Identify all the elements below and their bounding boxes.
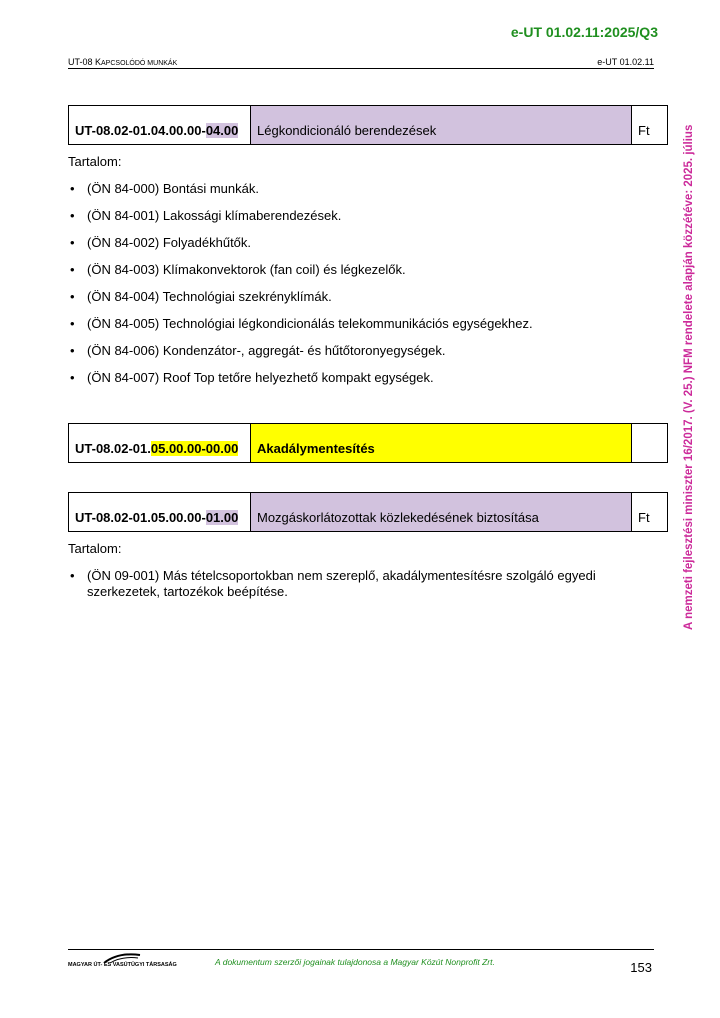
bullet-icon: •: [70, 343, 75, 358]
item-title: Mozgáskorlátozottak közlekedésének biztosítása: [251, 493, 632, 532]
content-list: [68, 181, 628, 397]
item-table: [68, 105, 668, 145]
item-title: Légkondicionáló berendezések: [251, 106, 632, 145]
logo-text: MAGYAR ÚT- ÉS VASÚTÜGYI TÁRSASÁG: [68, 962, 177, 968]
content-list: [68, 568, 628, 611]
group-table: [68, 423, 668, 463]
footer-divider: [68, 949, 654, 950]
section-header-prefix: UT-08 K: [68, 57, 102, 67]
section-header: [68, 57, 177, 67]
item-code-suffix: 01.00: [205, 510, 239, 525]
bullet-icon: •: [70, 208, 75, 223]
bullet-icon: •: [70, 289, 75, 304]
section-header-rest: APCSOLÓDÓ MUNKÁK: [101, 60, 178, 67]
group-unit: [632, 424, 668, 463]
bullet-icon: •: [70, 181, 75, 196]
item-table: [68, 492, 668, 532]
content-label: Tartalom:: [68, 541, 122, 556]
bullet-icon: •: [70, 262, 75, 277]
list-item: • (ÖN 84-001) Lakossági klímaberendezések.: [70, 208, 342, 223]
bullet-icon: •: [70, 370, 75, 385]
item-code: [69, 106, 251, 145]
document-id: e-UT 01.02.11:2025/Q3: [510, 24, 658, 40]
group-code-base: UT-08.02-01.: [75, 441, 151, 456]
copyright-notice: A dokumentum szerzői jogainak tulajdonosa a Magyar Közút Nonprofit Zrt.: [215, 957, 495, 967]
content-label: Tartalom:: [68, 154, 122, 169]
list-item: • (ÖN 09-001) Más tételcsoportokban nem szereplő, akadálymentesítésre szolgáló egyedi szerkezetek, tartozékok beépítése.: [70, 568, 596, 599]
list-item: • (ÖN 84-007) Roof Top tetőre helyezhető kompakt egységek.: [70, 370, 434, 385]
item-code-suffix: 04.00: [205, 123, 239, 138]
item-code-base: UT-08.02-01.04.00.00-: [75, 123, 206, 138]
publication-note: A nemzeti fejlesztési miniszter 16/2017. (V. 25.) NFM rendelete alapján közzétéve: 2025. július: [683, 124, 695, 630]
header-reference: e-UT 01.02.11: [597, 57, 654, 67]
society-logo: [68, 952, 177, 970]
header-divider: [68, 68, 654, 69]
item-code-base: UT-08.02-01.05.00.00-: [75, 510, 206, 525]
item-unit: Ft: [632, 493, 668, 532]
group-title: Akadálymentesítés: [251, 424, 632, 463]
group-code: [69, 424, 251, 463]
page-number: 153: [630, 960, 652, 975]
list-item: • (ÖN 84-005) Technológiai légkondicionálás telekommunikációs egységekhez.: [70, 316, 533, 331]
item-code: [69, 493, 251, 532]
group-code-suffix: 05.00.00-00.00: [150, 441, 239, 456]
list-item: • (ÖN 84-004) Technológiai szekrényklímák.: [70, 289, 332, 304]
item-unit: Ft: [632, 106, 668, 145]
list-item: • (ÖN 84-003) Klímakonvektorok (fan coil) és légkezelők.: [70, 262, 406, 277]
bullet-icon: •: [70, 568, 75, 583]
list-item: • (ÖN 84-006) Kondenzátor-, aggregát- és hűtőtoronyegységek.: [70, 343, 446, 358]
bullet-icon: •: [70, 235, 75, 250]
list-item: • (ÖN 84-002) Folyadékhűtők.: [70, 235, 252, 250]
list-item: • (ÖN 84-000) Bontási munkák.: [70, 181, 259, 196]
bullet-icon: •: [70, 316, 75, 331]
